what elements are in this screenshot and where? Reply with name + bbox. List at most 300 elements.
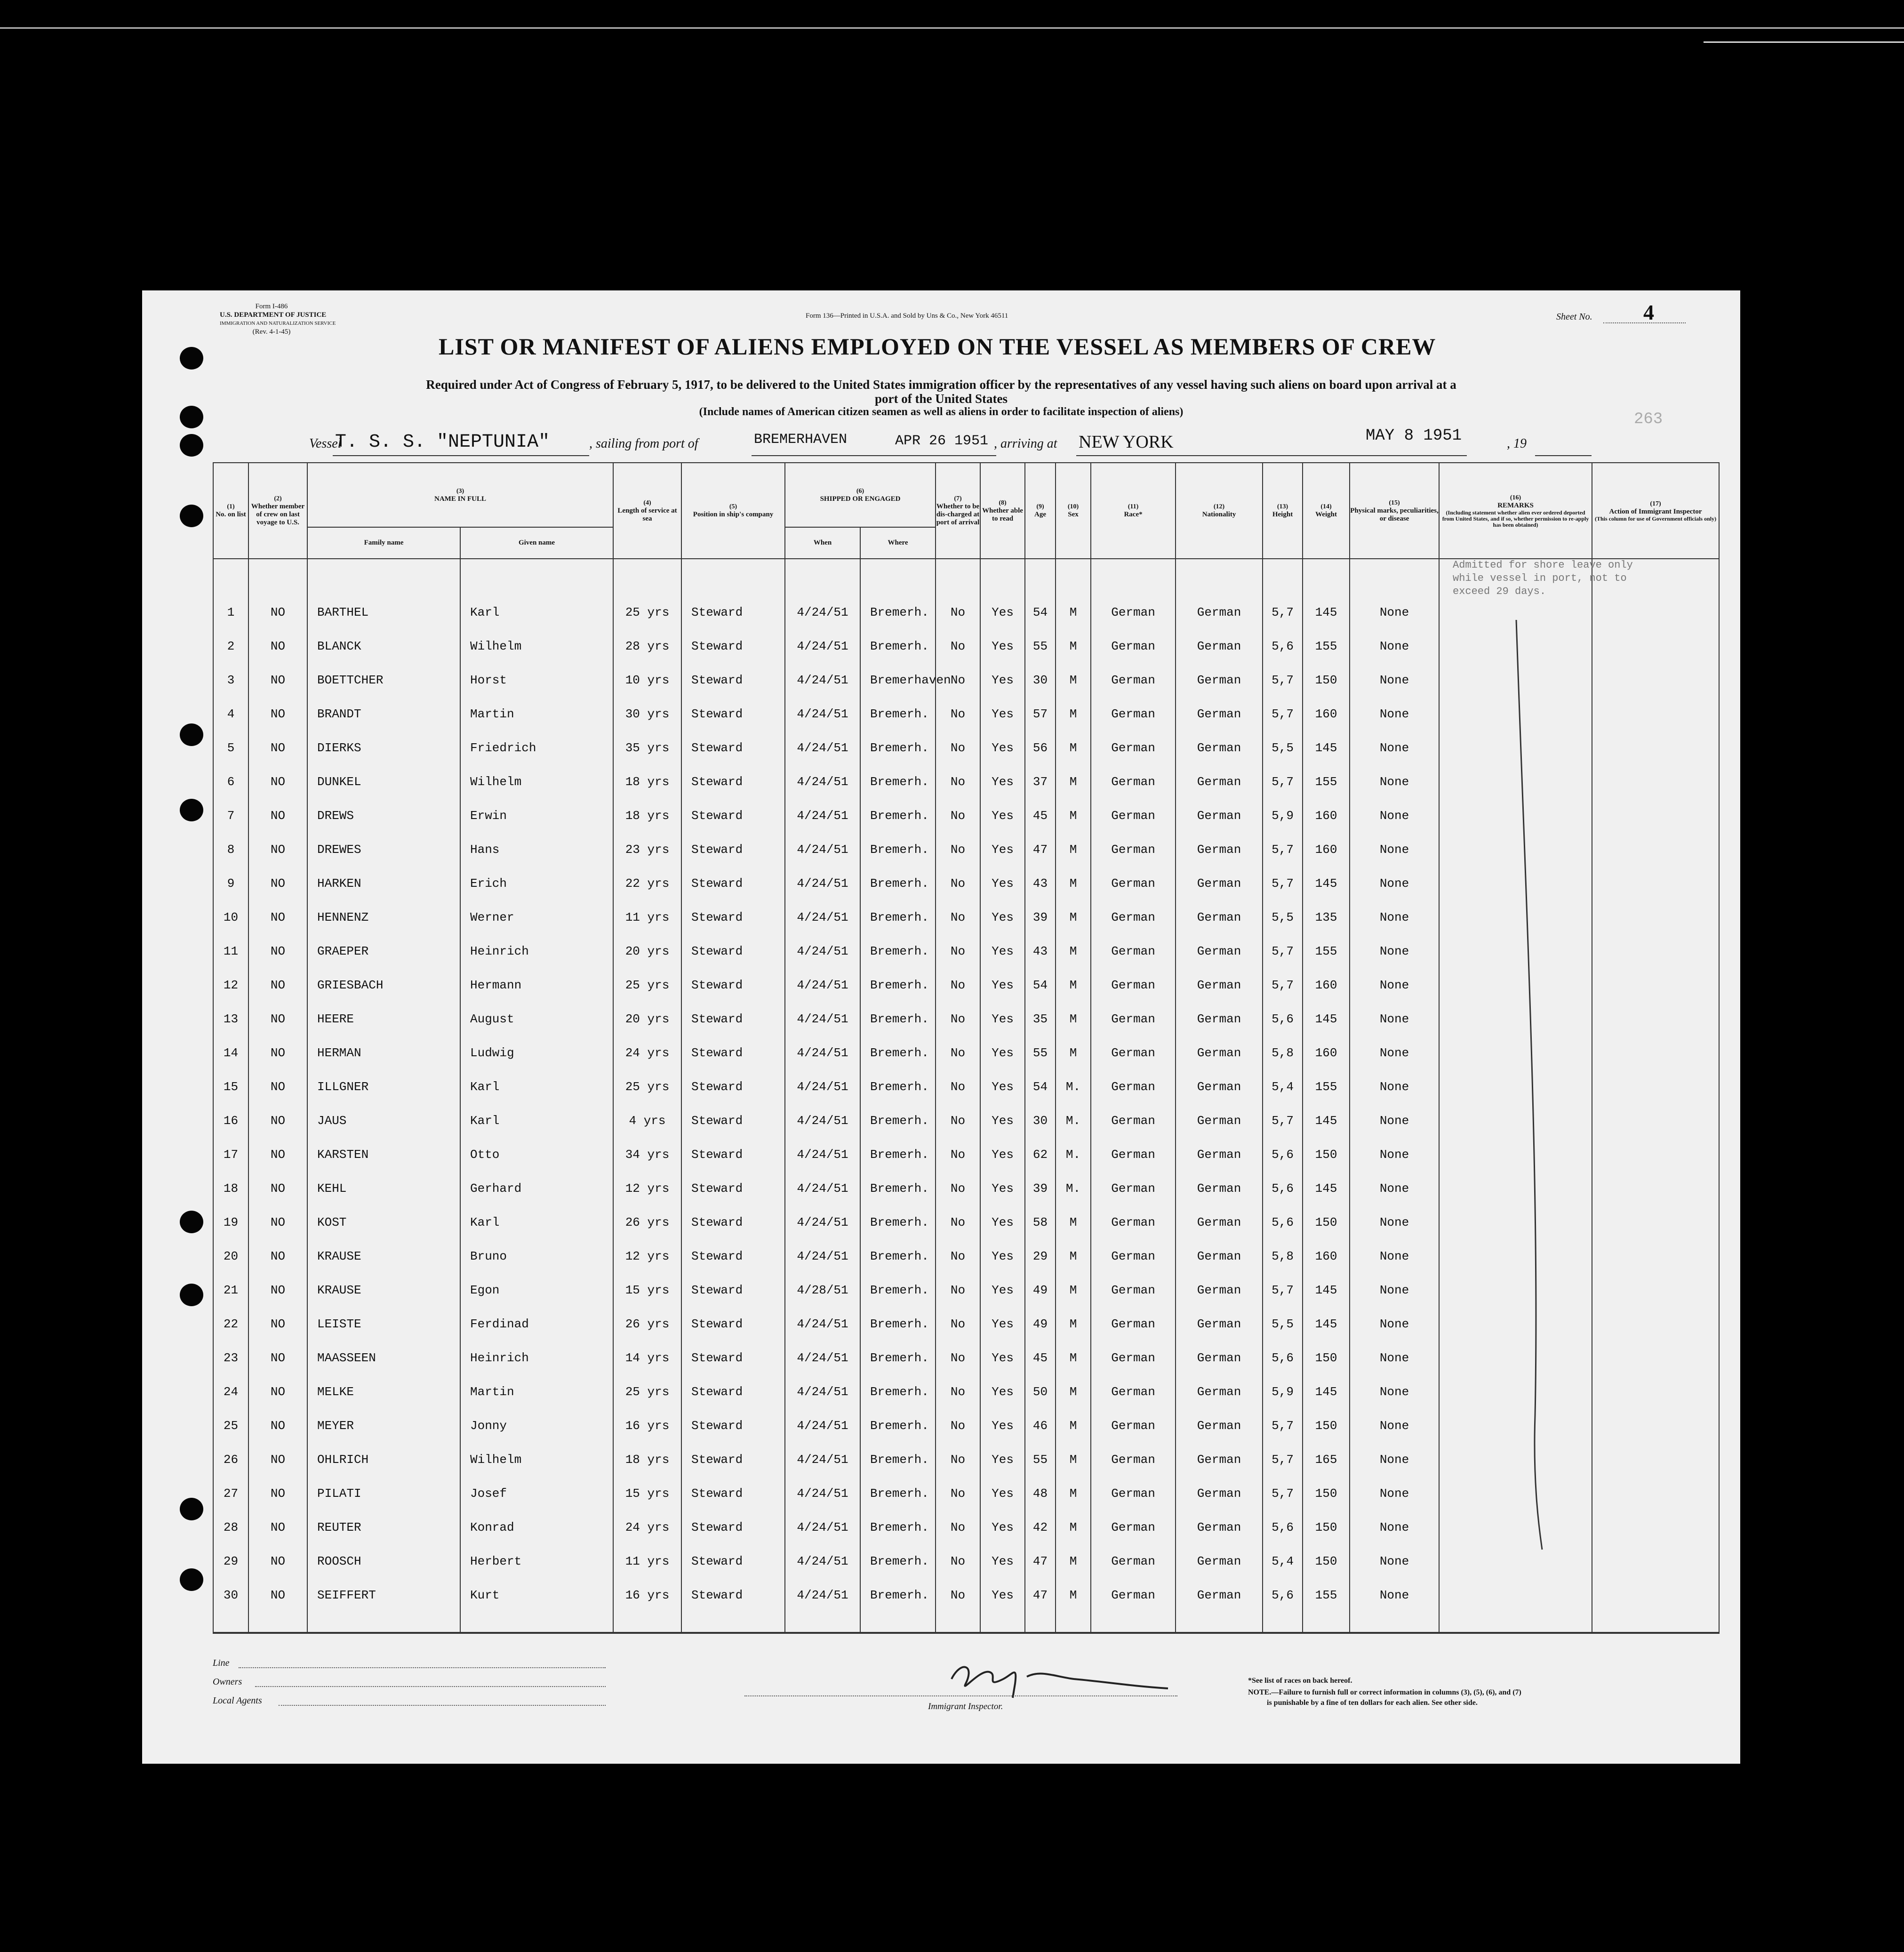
cell-weight: 150 [1303, 1333, 1350, 1367]
cell-row-number: 28 [213, 1502, 248, 1536]
cell-sex: M [1056, 892, 1091, 926]
stamp-number: 263 [1634, 410, 1663, 428]
cell-crew-last-voyage: NO [248, 1299, 307, 1333]
cell-given-name: Heinrich [460, 1333, 613, 1367]
cell-weight: 150 [1303, 1536, 1350, 1570]
col-header-1: (1) No. on list [213, 463, 248, 559]
cell-nationality: German [1176, 1333, 1263, 1367]
cell-to-be-discharged: No [936, 1197, 980, 1231]
cell-given-name: Kurt [460, 1570, 613, 1604]
cell-position: Steward [681, 1469, 785, 1502]
cell-crew-last-voyage: NO [248, 994, 307, 1028]
cell-nationality: German [1176, 757, 1263, 791]
cell-row-number: 8 [213, 825, 248, 859]
cell-inspector-action [1592, 926, 1719, 960]
cell-crew-last-voyage: NO [248, 1028, 307, 1062]
table-row [213, 1299, 1719, 1333]
cell-given-name: Friedrich [460, 723, 613, 757]
cell-sex: M [1056, 1435, 1091, 1469]
cell-sex: M [1056, 757, 1091, 791]
cell-length-of-service: 28 yrs [613, 621, 681, 655]
cell-height: 5,7 [1263, 926, 1303, 960]
cell-family-name: DREWES [307, 825, 460, 859]
cell-row-number: 16 [213, 1096, 248, 1130]
cell-length-of-service: 20 yrs [613, 926, 681, 960]
cell-weight: 150 [1303, 1130, 1350, 1164]
cell-nationality: German [1176, 621, 1263, 655]
cell-physical-marks: None [1350, 791, 1439, 825]
cell-family-name: MAASSEEN [307, 1333, 460, 1367]
col-header-when: When [785, 527, 860, 559]
cell-length-of-service: 15 yrs [613, 1469, 681, 1502]
punch-hole [180, 723, 203, 746]
cell-given-name: Werner [460, 892, 613, 926]
punch-hole [180, 505, 203, 527]
inspector-label: Immigrant Inspector. [928, 1702, 1003, 1711]
sheet-no-label: Sheet No. [1556, 312, 1592, 322]
cell-able-to-read: Yes [980, 723, 1025, 757]
sailing-label: , sailing from port of [589, 436, 698, 451]
cell-row-number: 22 [213, 1299, 248, 1333]
cell-height: 5,7 [1263, 1265, 1303, 1299]
cell-race: German [1091, 1265, 1176, 1299]
cell-length-of-service: 26 yrs [613, 1299, 681, 1333]
cell-length-of-service: 4 yrs [613, 1096, 681, 1130]
cell-weight: 145 [1303, 994, 1350, 1028]
cell-race: German [1091, 1502, 1176, 1536]
cell-position: Steward [681, 621, 785, 655]
cell-inspector-action [1592, 1435, 1719, 1469]
col-header-5: (5) Position in ship's company [681, 463, 785, 559]
cell-given-name: August [460, 994, 613, 1028]
cell-length-of-service: 18 yrs [613, 757, 681, 791]
cell-row-number: 11 [213, 926, 248, 960]
spacer-cell [860, 1604, 936, 1633]
cell-to-be-discharged: No [936, 559, 980, 621]
cell-inspector-action [1592, 1502, 1719, 1536]
cell-nationality: German [1176, 825, 1263, 859]
cell-given-name: Josef [460, 1469, 613, 1502]
cell-physical-marks: None [1350, 689, 1439, 723]
cell-to-be-discharged: No [936, 655, 980, 689]
cell-nationality: German [1176, 1265, 1263, 1299]
cell-family-name: KEHL [307, 1164, 460, 1197]
table-row [213, 1265, 1719, 1299]
cell-given-name: Erwin [460, 791, 613, 825]
cell-height: 5,8 [1263, 1231, 1303, 1265]
cell-nationality: German [1176, 1231, 1263, 1265]
cell-able-to-read: Yes [980, 859, 1025, 892]
cell-able-to-read: Yes [980, 994, 1025, 1028]
punch-hole [180, 347, 203, 370]
cell-physical-marks: None [1350, 859, 1439, 892]
cell-sex: M [1056, 1570, 1091, 1604]
spacer-cell [613, 1604, 681, 1633]
cell-race: German [1091, 1231, 1176, 1265]
cell-height: 5,7 [1263, 1469, 1303, 1502]
cell-to-be-discharged: No [936, 757, 980, 791]
punch-hole [180, 406, 203, 428]
remarks-note [1453, 559, 1633, 598]
cell-race: German [1091, 1435, 1176, 1469]
cell-weight: 160 [1303, 960, 1350, 994]
cell-race: German [1091, 994, 1176, 1028]
cell-weight: 155 [1303, 926, 1350, 960]
header-row [213, 463, 1719, 527]
cell-sex: M [1056, 825, 1091, 859]
table-row [213, 1231, 1719, 1265]
cell-age: 47 [1025, 1536, 1056, 1570]
cell-row-number: 24 [213, 1367, 248, 1401]
cell-shipped-where: Bremerh. [860, 1062, 936, 1096]
spacer-cell [681, 1604, 785, 1633]
cell-inspector-action [1592, 1469, 1719, 1502]
cell-length-of-service: 18 yrs [613, 1435, 681, 1469]
cell-physical-marks: None [1350, 1028, 1439, 1062]
cell-crew-last-voyage: NO [248, 926, 307, 960]
cell-shipped-where: Bremerh. [860, 1265, 936, 1299]
cell-to-be-discharged: No [936, 621, 980, 655]
cell-length-of-service: 25 yrs [613, 960, 681, 994]
cell-row-number: 13 [213, 994, 248, 1028]
spacer-cell [213, 1604, 248, 1633]
cell-race: German [1091, 1536, 1176, 1570]
cell-age: 35 [1025, 994, 1056, 1028]
cell-shipped-when: 4/24/51 [785, 859, 860, 892]
table-row [213, 1502, 1719, 1536]
cell-shipped-when: 4/24/51 [785, 825, 860, 859]
cell-weight: 155 [1303, 1570, 1350, 1604]
table-row [213, 1096, 1719, 1130]
remarks-note-line: while vessel in port, not to [1453, 572, 1627, 584]
cell-shipped-when: 4/24/51 [785, 1299, 860, 1333]
cell-nationality: German [1176, 994, 1263, 1028]
cell-given-name: Martin [460, 1367, 613, 1401]
cell-height: 5,4 [1263, 1536, 1303, 1570]
cell-row-number: 5 [213, 723, 248, 757]
cell-to-be-discharged: No [936, 1333, 980, 1367]
requirement-line-3: (Include names of American citizen seamen as well as aliens in order to facilitate inspection of aliens) [699, 406, 1184, 418]
cell-shipped-where: Bremerh. [860, 791, 936, 825]
cell-sex: M [1056, 926, 1091, 960]
col-header-14: (14) Weight [1303, 463, 1350, 559]
cell-given-name: Otto [460, 1130, 613, 1164]
table-row [213, 960, 1719, 994]
cell-height: 5,8 [1263, 1028, 1303, 1062]
cell-nationality: German [1176, 1028, 1263, 1062]
cell-length-of-service: 34 yrs [613, 1130, 681, 1164]
inspector-line [744, 1695, 1177, 1696]
cell-row-number: 15 [213, 1062, 248, 1096]
cell-nationality: German [1176, 723, 1263, 757]
cell-weight: 145 [1303, 1299, 1350, 1333]
cell-position: Steward [681, 1570, 785, 1604]
cell-length-of-service: 16 yrs [613, 1401, 681, 1435]
cell-nationality: German [1176, 1435, 1263, 1469]
cell-inspector-action [1592, 994, 1719, 1028]
cell-sex: M [1056, 859, 1091, 892]
cell-age: 49 [1025, 1299, 1056, 1333]
cell-to-be-discharged: No [936, 791, 980, 825]
cell-physical-marks: None [1350, 621, 1439, 655]
cell-able-to-read: Yes [980, 655, 1025, 689]
cell-age: 47 [1025, 1570, 1056, 1604]
spacer-cell [1303, 1604, 1350, 1633]
table-row [213, 994, 1719, 1028]
cell-to-be-discharged: No [936, 1096, 980, 1130]
cell-weight: 150 [1303, 1469, 1350, 1502]
spacer-cell [307, 1604, 460, 1633]
cell-race: German [1091, 960, 1176, 994]
cell-position: Steward [681, 791, 785, 825]
col-header-11: (11) Race* [1091, 463, 1176, 559]
cell-crew-last-voyage: NO [248, 559, 307, 621]
cell-nationality: German [1176, 1469, 1263, 1502]
cell-shipped-when: 4/24/51 [785, 960, 860, 994]
cell-weight: 155 [1303, 757, 1350, 791]
cell-race: German [1091, 1130, 1176, 1164]
cell-shipped-where: Bremerh. [860, 1469, 936, 1502]
cell-nationality: German [1176, 1164, 1263, 1197]
cell-weight: 145 [1303, 1367, 1350, 1401]
cell-position: Steward [681, 655, 785, 689]
cell-sex: M [1056, 1197, 1091, 1231]
cell-inspector-action [1592, 825, 1719, 859]
cell-sex: M [1056, 1536, 1091, 1570]
cell-crew-last-voyage: NO [248, 621, 307, 655]
cell-to-be-discharged: No [936, 1062, 980, 1096]
cell-length-of-service: 25 yrs [613, 559, 681, 621]
cell-position: Steward [681, 1536, 785, 1570]
cell-position: Steward [681, 1231, 785, 1265]
cell-shipped-where: Bremerh. [860, 825, 936, 859]
cell-nationality: German [1176, 1536, 1263, 1570]
cell-shipped-when: 4/24/51 [785, 926, 860, 960]
cell-inspector-action [1592, 1401, 1719, 1435]
cell-inspector-action [1592, 1197, 1719, 1231]
cell-row-number: 1 [213, 559, 248, 621]
cell-age: 48 [1025, 1469, 1056, 1502]
cell-height: 5,6 [1263, 994, 1303, 1028]
cell-given-name: Herbert [460, 1536, 613, 1570]
port-to: NEW YORK [1079, 432, 1174, 452]
cell-age: 54 [1025, 559, 1056, 621]
cell-family-name: GRAEPER [307, 926, 460, 960]
cell-shipped-when: 4/24/51 [785, 1164, 860, 1197]
punch-hole [180, 434, 203, 457]
cell-height: 5,7 [1263, 757, 1303, 791]
cell-weight: 150 [1303, 1197, 1350, 1231]
cell-position: Steward [681, 892, 785, 926]
cell-able-to-read: Yes [980, 1435, 1025, 1469]
cell-given-name: Karl [460, 1096, 613, 1130]
cell-age: 30 [1025, 1096, 1056, 1130]
cell-position: Steward [681, 1028, 785, 1062]
cell-shipped-where: Bremerh. [860, 1299, 936, 1333]
cell-sex: M [1056, 960, 1091, 994]
table-row [213, 1570, 1719, 1604]
cell-physical-marks: None [1350, 1469, 1439, 1502]
table-row [213, 1130, 1719, 1164]
table-spacer-row [213, 1604, 1719, 1633]
cell-shipped-where: Bremerh. [860, 960, 936, 994]
table-row [213, 621, 1719, 655]
cell-crew-last-voyage: NO [248, 1435, 307, 1469]
cell-shipped-where: Bremerh. [860, 1367, 936, 1401]
cell-row-number: 20 [213, 1231, 248, 1265]
cell-given-name: Bruno [460, 1231, 613, 1265]
table-row [213, 1536, 1719, 1570]
cell-position: Steward [681, 1435, 785, 1469]
cell-inspector-action [1592, 791, 1719, 825]
cell-shipped-where: Bremerh. [860, 1096, 936, 1130]
cell-to-be-discharged: No [936, 825, 980, 859]
cell-family-name: KRAUSE [307, 1231, 460, 1265]
vessel-name: T. S. S. "NEPTUNIA" [335, 432, 550, 453]
cell-length-of-service: 12 yrs [613, 1164, 681, 1197]
cell-able-to-read: Yes [980, 1265, 1025, 1299]
port-from: BREMERHAVEN [754, 432, 848, 448]
spacer-cell [460, 1604, 613, 1633]
cell-shipped-where: Bremerh. [860, 689, 936, 723]
cell-race: German [1091, 1062, 1176, 1096]
cell-able-to-read: Yes [980, 1096, 1025, 1130]
cell-sex: M [1056, 689, 1091, 723]
cell-shipped-when: 4/24/51 [785, 1197, 860, 1231]
cell-height: 5,6 [1263, 1197, 1303, 1231]
cell-position: Steward [681, 1164, 785, 1197]
cell-race: German [1091, 859, 1176, 892]
cell-race: German [1091, 1469, 1176, 1502]
cell-physical-marks: None [1350, 559, 1439, 621]
year-underline [1535, 455, 1592, 456]
cell-given-name: Martin [460, 689, 613, 723]
cell-crew-last-voyage: NO [248, 1469, 307, 1502]
cell-family-name: KRAUSE [307, 1265, 460, 1299]
cell-to-be-discharged: No [936, 1570, 980, 1604]
cell-family-name: LEISTE [307, 1299, 460, 1333]
cell-race: German [1091, 926, 1176, 960]
cell-inspector-action [1592, 1096, 1719, 1130]
cell-physical-marks: None [1350, 1265, 1439, 1299]
cell-family-name: JAUS [307, 1096, 460, 1130]
cell-race: German [1091, 621, 1176, 655]
cell-family-name: DIERKS [307, 723, 460, 757]
cell-nationality: German [1176, 689, 1263, 723]
cell-row-number: 29 [213, 1536, 248, 1570]
cell-able-to-read: Yes [980, 825, 1025, 859]
cell-age: 45 [1025, 791, 1056, 825]
cell-family-name: HARKEN [307, 859, 460, 892]
cell-shipped-where: Bremerh. [860, 559, 936, 621]
cell-shipped-where: Bremerh. [860, 1130, 936, 1164]
cell-position: Steward [681, 1367, 785, 1401]
cell-position: Steward [681, 859, 785, 892]
cell-physical-marks: None [1350, 1435, 1439, 1469]
cell-shipped-where: Bremerh. [860, 757, 936, 791]
cell-able-to-read: Yes [980, 1130, 1025, 1164]
cell-nationality: German [1176, 655, 1263, 689]
cell-row-number: 17 [213, 1130, 248, 1164]
cell-to-be-discharged: No [936, 1401, 980, 1435]
cell-weight: 145 [1303, 723, 1350, 757]
cell-given-name: Ludwig [460, 1028, 613, 1062]
table-row [213, 1062, 1719, 1096]
cell-family-name: GRIESBACH [307, 960, 460, 994]
cell-race: German [1091, 655, 1176, 689]
cell-row-number: 18 [213, 1164, 248, 1197]
races-note: *See list of races on back hereof. [1248, 1677, 1352, 1685]
cell-nationality: German [1176, 791, 1263, 825]
cell-position: Steward [681, 757, 785, 791]
cell-race: German [1091, 689, 1176, 723]
cell-height: 5,6 [1263, 1164, 1303, 1197]
cell-able-to-read: Yes [980, 1367, 1025, 1401]
cell-weight: 145 [1303, 1265, 1350, 1299]
cell-race: German [1091, 825, 1176, 859]
col-header-9: (9) Age [1025, 463, 1056, 559]
spacer-cell [1091, 1604, 1176, 1633]
cell-inspector-action [1592, 892, 1719, 926]
cell-sex: M [1056, 791, 1091, 825]
cell-to-be-discharged: No [936, 1130, 980, 1164]
agents-label: Local Agents [213, 1695, 262, 1706]
cell-inspector-action [1592, 1333, 1719, 1367]
cell-shipped-when: 4/24/51 [785, 1231, 860, 1265]
cell-given-name: Ferdinad [460, 1299, 613, 1333]
cell-crew-last-voyage: NO [248, 1367, 307, 1401]
cell-crew-last-voyage: NO [248, 960, 307, 994]
cell-able-to-read: Yes [980, 1197, 1025, 1231]
cell-weight: 150 [1303, 1502, 1350, 1536]
cell-sex: M. [1056, 1130, 1091, 1164]
remarks-note-line: Admitted for shore leave only [1453, 559, 1633, 571]
cell-to-be-discharged: No [936, 960, 980, 994]
cell-to-be-discharged: No [936, 1164, 980, 1197]
cell-to-be-discharged: No [936, 689, 980, 723]
cell-to-be-discharged: No [936, 994, 980, 1028]
cell-crew-last-voyage: NO [248, 1265, 307, 1299]
cell-row-number: 3 [213, 655, 248, 689]
table-row [213, 757, 1719, 791]
cell-position: Steward [681, 1333, 785, 1367]
cell-height: 5,7 [1263, 559, 1303, 621]
cell-nationality: German [1176, 1062, 1263, 1096]
cell-length-of-service: 30 yrs [613, 689, 681, 723]
cell-nationality: German [1176, 892, 1263, 926]
cell-physical-marks: None [1350, 892, 1439, 926]
cell-given-name: Egon [460, 1265, 613, 1299]
cell-sex: M [1056, 559, 1091, 621]
spacer-cell [980, 1604, 1025, 1633]
cell-height: 5,6 [1263, 1502, 1303, 1536]
cell-age: 57 [1025, 689, 1056, 723]
cell-nationality: German [1176, 1401, 1263, 1435]
cell-height: 5,6 [1263, 1570, 1303, 1604]
manifest-body [213, 559, 1719, 1633]
cell-inspector-action [1592, 1299, 1719, 1333]
requirement-line-2: port of the United States [875, 392, 1008, 406]
cell-given-name: Horst [460, 655, 613, 689]
table-row [213, 1028, 1719, 1062]
table-row [213, 1401, 1719, 1435]
owners-label: Owners [213, 1677, 242, 1687]
cell-to-be-discharged: No [936, 1299, 980, 1333]
cell-position: Steward [681, 994, 785, 1028]
cell-given-name: Heinrich [460, 926, 613, 960]
cell-shipped-when: 4/24/51 [785, 1096, 860, 1130]
cell-given-name: Erich [460, 859, 613, 892]
